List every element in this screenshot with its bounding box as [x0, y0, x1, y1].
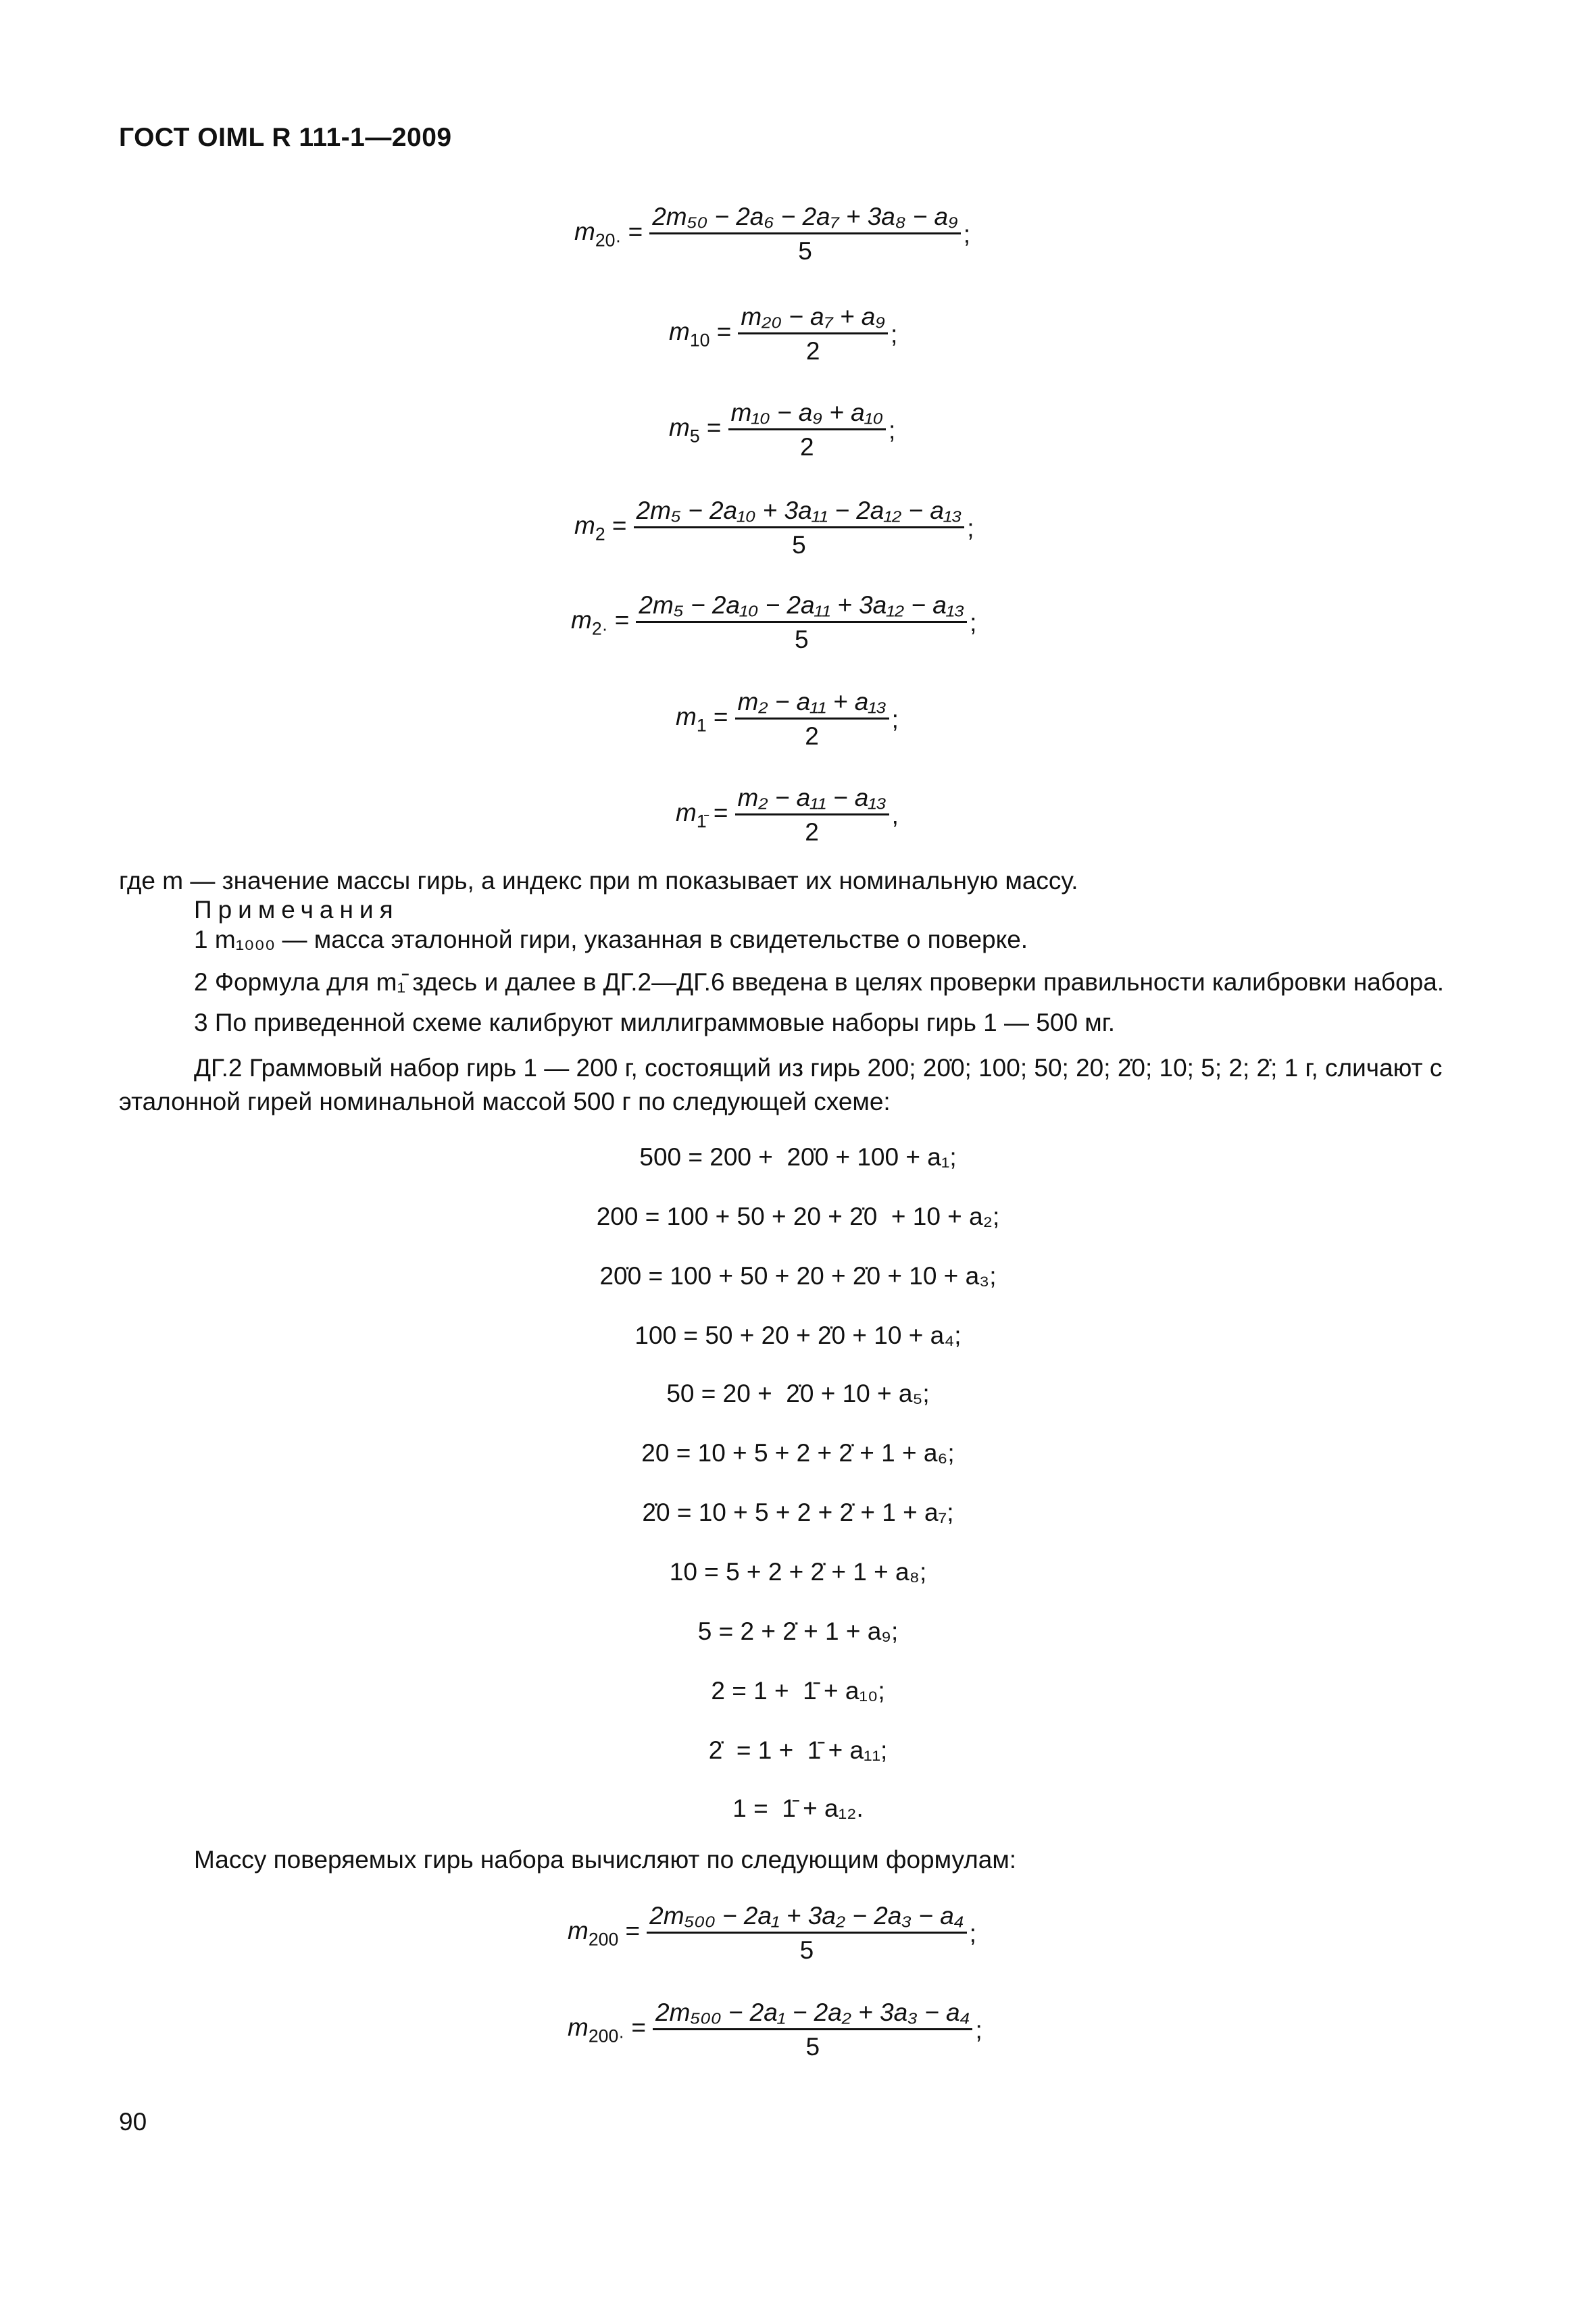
denominator: 5	[794, 626, 809, 653]
numerator: 2m₅ − 2a₁₀ − 2a₁₁ + 3a₁₂ − a₁₃	[636, 591, 967, 623]
formula-m20dot: $m_{20\cdot}$ = $\frac{\text{2m₅₀ − 2a₆ − 2a₇ + 3a₈ − a₉}}{5}$ ;	[574, 203, 971, 265]
equation: 10 = 5 + 2 + 2̇ + 1 + a₈;	[669, 1558, 927, 1586]
lhs-sub: 5	[689, 426, 700, 447]
equation: 500 = 200 + 20̇0 + 100 + a₁;	[639, 1143, 957, 1171]
lhs-sub: 200·	[588, 2026, 625, 2046]
dg2-paragraph-line2: эталонной гирей номинальной массой 500 г по следующей схеме:	[119, 1088, 891, 1115]
equation: 20 = 10 + 5 + 2 + 2̇ + 1 + a₆;	[641, 1439, 955, 1467]
lhs-sub: 1̄	[696, 811, 707, 832]
denominator: 5	[798, 237, 812, 265]
lhs-sub: 200	[588, 1929, 619, 1950]
numerator: 2m₅₀₀ − 2a₁ − 2a₂ + 3a₃ − a₄	[653, 1998, 972, 2030]
formula-m1: $m_1$ = $\frac{\text{m₂ − a₁₁ + a₁₃}}{2}$ ;	[676, 688, 899, 750]
lhs-var: m	[574, 217, 595, 245]
equation: 1 = 1̄ + a₁₂.	[732, 1794, 864, 1822]
equation: 100 = 50 + 20 + 2̇0 + 10 + a₄;	[634, 1322, 962, 1349]
punctuation: ;	[969, 1919, 976, 1947]
punctuation: ,	[891, 801, 899, 829]
lhs-sub: 1	[696, 715, 707, 736]
denominator: 5	[805, 2033, 820, 2061]
formula-m10: $m_{10}$ = $\frac{\text{m₂₀ − a₇ + a₉}}{2}$ ;	[669, 303, 898, 365]
lhs-sub: 20·	[595, 230, 622, 251]
lhs-var: m	[669, 317, 690, 345]
document-header: ГОСТ OIML R 111-1—2009	[119, 123, 452, 152]
denominator: 2	[805, 722, 819, 750]
equation: 2 = 1 + 1̄ + a₁₀;	[711, 1677, 885, 1705]
formula-m5: $m_5$ = $\frac{\text{m₁₀ − a₉ + a₁₀}}{2}$ ;	[669, 399, 896, 461]
numerator: 2m₅₀ − 2a₆ − 2a₇ + 3a₈ − a₉	[649, 203, 961, 234]
formula-m200dot: $m_{200\cdot}$ = $\frac{\text{2m₅₀₀ − 2a₁ − 2a₂ + 3a₃ − a₄}}{5}$ ;	[568, 1998, 982, 2061]
equation: 200 = 100 + 50 + 20 + 2̇0 + 10 + a₂;	[596, 1203, 1000, 1230]
numerator: m₂ − a₁₁ − a₁₃	[735, 784, 889, 815]
numerator: m₂ − a₁₁ + a₁₃	[735, 688, 889, 720]
punctuation: ;	[889, 416, 896, 444]
punctuation: ;	[967, 513, 974, 542]
equation: 50 = 20 + 2̇0 + 10 + a₅;	[666, 1380, 930, 1407]
denominator: 5	[792, 531, 806, 559]
numerator: m₂₀ − a₇ + a₉	[738, 303, 888, 334]
lhs-sub: 2	[595, 524, 605, 545]
page-number: 90	[119, 2108, 147, 2136]
punctuation: ;	[963, 220, 971, 248]
lhs-var: m	[568, 2013, 589, 2041]
equation: 2̇0 = 10 + 5 + 2 + 2̇ + 1 + a₇;	[642, 1499, 954, 1526]
dg2-paragraph-line1: ДГ.2 Граммовый набор гирь 1 — 200 г, состоящий из гирь 200; 20̇0; 100; 50; 20; 2̇0; 10; 5; 2; 2̇; 1 г, сличают с	[194, 1054, 1443, 1082]
where-text: где m — значение массы гирь, а индекс при m показывает их номинальную массу.	[119, 867, 1078, 895]
lhs-var: m	[574, 511, 595, 539]
lhs-var: m	[676, 798, 697, 826]
denominator: 2	[799, 433, 814, 461]
punctuation: ;	[891, 705, 899, 733]
formula-m1bar: $m_{1̄}$ = $\frac{\text{m₂ − a₁₁ − a₁₃}}{2}$ ,	[676, 784, 899, 846]
equation: 5 = 2 + 2̇ + 1 + a₉;	[697, 1617, 899, 1645]
lhs-var: m	[568, 1916, 589, 1944]
lhs-sub: 2·	[591, 618, 608, 639]
denominator: 2	[805, 337, 820, 365]
punctuation: ;	[970, 608, 977, 636]
lhs-sub: 10	[689, 330, 710, 351]
note-1: 1 m₁₀₀₀ — масса эталонной гири, указанная в свидетельстве о поверке.	[194, 926, 1028, 953]
punctuation: ;	[890, 320, 898, 348]
formula-m2: $m_2$ = $\frac{\text{2m₅ − 2a₁₀ + 3a₁₁ − 2a₁₂ − a₁₃}}{5}$ ;	[574, 497, 974, 559]
lhs-var: m	[676, 702, 697, 730]
denominator: 2	[805, 818, 819, 846]
equation: 20̇0 = 100 + 50 + 20 + 2̇0 + 10 + a₃;	[599, 1262, 997, 1290]
note-2: 2 Формула для m₁̄ здесь и далее в ДГ.2—ДГ.6 введена в целях проверки правильности калибровки набора.	[194, 968, 1445, 996]
numerator: 2m₅ − 2a₁₀ + 3a₁₁ − 2a₁₂ − a₁₃	[634, 497, 965, 528]
denominator: 5	[799, 1936, 814, 1964]
lhs-var: m	[571, 605, 592, 634]
punctuation: ;	[975, 2015, 982, 2044]
lhs-var: m	[669, 413, 690, 441]
note-3: 3 По приведенной схеме калибруют миллиграммовые наборы гирь 1 — 500 мг.	[194, 1009, 1116, 1036]
notes-title: Примечания	[194, 896, 399, 924]
mass-intro-text: Массу поверяемых гирь набора вычисляют по следующим формулам:	[194, 1846, 1017, 1873]
formula-m2dot: $m_{2\cdot}$ = $\frac{\text{2m₅ − 2a₁₀ − 2a₁₁ + 3a₁₂ − a₁₃}}{5}$ ;	[571, 591, 977, 653]
equation: 2̇ = 1 + 1̄ + a₁₁;	[708, 1736, 888, 1764]
formula-m200: $m_{200}$ = $\frac{\text{2m₅₀₀ − 2a₁ + 3a₂ − 2a₃ − a₄}}{5}$ ;	[568, 1902, 976, 1964]
numerator: 2m₅₀₀ − 2a₁ + 3a₂ − 2a₃ − a₄	[647, 1902, 966, 1934]
numerator: m₁₀ − a₉ + a₁₀	[728, 399, 887, 430]
